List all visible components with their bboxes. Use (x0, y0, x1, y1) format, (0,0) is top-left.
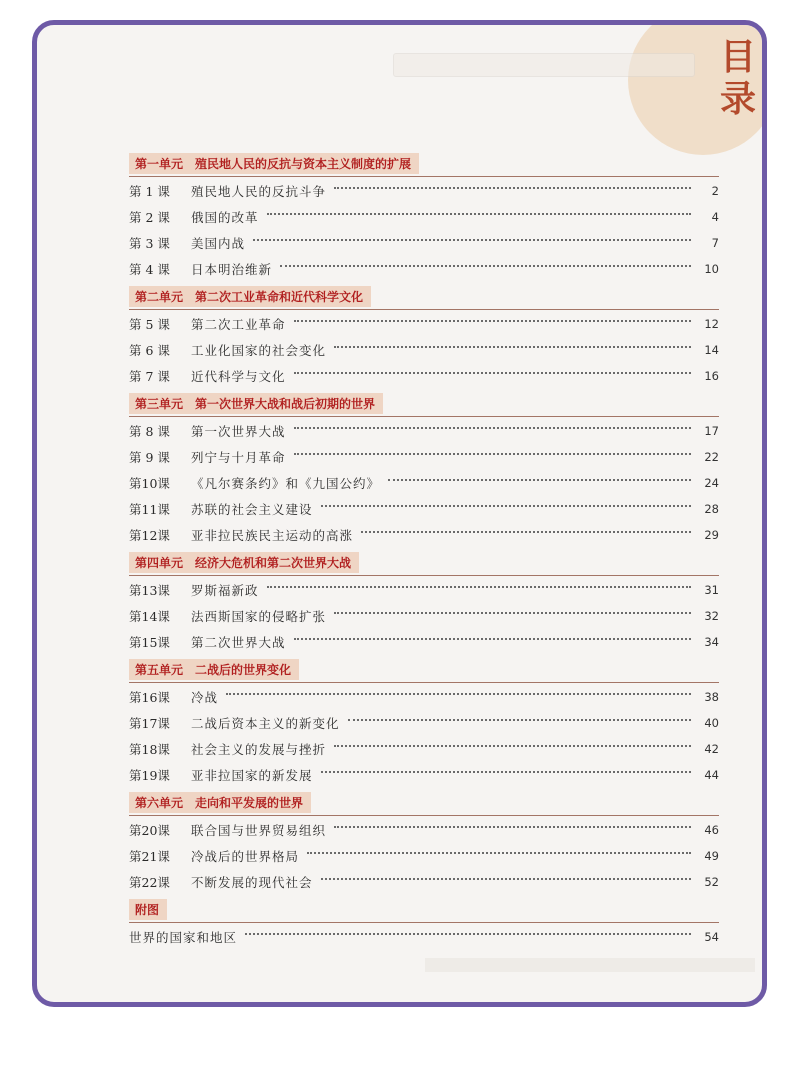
dot-leader (348, 719, 691, 721)
toc-entry[interactable] (129, 204, 719, 230)
toc-entry[interactable] (129, 843, 719, 869)
dot-leader (226, 693, 691, 695)
dot-leader (280, 265, 691, 267)
lesson-title: 冷战后的世界格局 (191, 849, 300, 864)
table-of-contents (129, 149, 719, 950)
lesson-title: 日本明治维新 (191, 262, 273, 277)
page-number: 34 (704, 635, 719, 649)
unit-label: 第六单元 (135, 795, 184, 810)
lesson-title: 工业化国家的社会变化 (191, 343, 327, 358)
lesson-title: 社会主义的发展与挫折 (191, 742, 327, 757)
unit-title: 殖民地人民的反抗与资本主义制度的扩展 (195, 156, 412, 171)
dot-leader (267, 586, 691, 588)
lesson-number: 第19课 (129, 768, 170, 783)
lesson-title: 二战后资本主义的新变化 (191, 716, 340, 731)
lesson-title: 《凡尔赛条约》和《九国公约》 (191, 476, 381, 491)
lesson-number: 第 1 课 (129, 184, 170, 199)
unit-title: 走向和平发展的世界 (195, 795, 304, 810)
appendix-header[interactable] (129, 896, 719, 923)
page-number: 22 (704, 450, 719, 464)
unit-header[interactable] (129, 283, 719, 310)
toc-entry[interactable] (129, 470, 719, 496)
lesson-title: 殖民地人民的反抗斗争 (191, 184, 327, 199)
page-number: 49 (704, 849, 719, 863)
dot-leader (321, 771, 691, 773)
dot-leader (294, 427, 691, 429)
unit-header[interactable] (129, 789, 719, 816)
page-number: 12 (704, 317, 719, 331)
page-number: 16 (704, 369, 719, 383)
lesson-title: 第二次世界大战 (191, 635, 286, 650)
lesson-title: 冷战 (191, 690, 219, 705)
lesson-number: 第21课 (129, 849, 170, 864)
dot-leader (361, 531, 691, 533)
unit-label: 第一单元 (135, 156, 184, 171)
unit-header[interactable] (129, 390, 719, 417)
toc-entry[interactable] (129, 817, 719, 843)
dot-leader (321, 878, 691, 880)
toc-entry[interactable] (129, 629, 719, 655)
page-number: 14 (704, 343, 719, 357)
dot-leader (307, 852, 691, 854)
lesson-title: 世界的国家和地区 (129, 930, 238, 945)
unit-title: 经济大危机和第二次世界大战 (195, 555, 352, 570)
toc-entry[interactable] (129, 924, 719, 950)
page-number: 32 (704, 609, 719, 623)
bleed-through-header (393, 53, 695, 77)
lesson-number: 第18课 (129, 742, 170, 757)
toc-entry[interactable] (129, 684, 719, 710)
unit-header[interactable] (129, 656, 719, 683)
lesson-number: 第16课 (129, 690, 170, 705)
page-number: 31 (704, 583, 719, 597)
lesson-number: 第11课 (129, 502, 170, 517)
lesson-number: 第 5 课 (129, 317, 170, 332)
lesson-number: 第 8 课 (129, 424, 170, 439)
unit-label: 第三单元 (135, 396, 184, 411)
page-number: 52 (704, 875, 719, 889)
lesson-number: 第17课 (129, 716, 170, 731)
page-number: 4 (711, 210, 719, 224)
page-number: 29 (704, 528, 719, 542)
unit-title: 第二次工业革命和近代科学文化 (195, 289, 364, 304)
page-number: 42 (704, 742, 719, 756)
lesson-number: 第 4 课 (129, 262, 170, 277)
unit-label: 第四单元 (135, 555, 184, 570)
lesson-number: 第10课 (129, 476, 170, 491)
page-number: 24 (704, 476, 719, 490)
lesson-title: 苏联的社会主义建设 (191, 502, 313, 517)
toc-entry[interactable] (129, 337, 719, 363)
page-number: 17 (704, 424, 719, 438)
toc-entry[interactable] (129, 311, 719, 337)
unit-title: 第一次世界大战和战后初期的世界 (195, 396, 376, 411)
toc-entry[interactable] (129, 736, 719, 762)
lesson-title: 近代科学与文化 (191, 369, 286, 384)
toc-entry[interactable] (129, 869, 719, 895)
dot-leader (334, 187, 691, 189)
dot-leader (334, 612, 691, 614)
page-number: 40 (704, 716, 719, 730)
lesson-title: 罗斯福新政 (191, 583, 259, 598)
lesson-number: 第14课 (129, 609, 170, 624)
dot-leader (253, 239, 691, 241)
lesson-title: 联合国与世界贸易组织 (191, 823, 327, 838)
toc-entry[interactable] (129, 710, 719, 736)
page-frame (32, 20, 767, 1007)
lesson-number: 第20课 (129, 823, 170, 838)
lesson-number: 第13课 (129, 583, 170, 598)
lesson-title: 俄国的改革 (191, 210, 259, 225)
page-number: 7 (711, 236, 719, 250)
toc-entry[interactable] (129, 178, 719, 204)
dot-leader (294, 372, 691, 374)
dot-leader (294, 638, 691, 640)
page-number: 44 (704, 768, 719, 782)
lesson-title: 亚非拉国家的新发展 (191, 768, 313, 783)
unit-title: 二战后的世界变化 (195, 662, 292, 677)
page-number: 2 (711, 184, 719, 198)
toc-entry[interactable] (129, 603, 719, 629)
unit-header[interactable] (129, 549, 719, 576)
dot-leader (321, 505, 691, 507)
lesson-number: 第12课 (129, 528, 170, 543)
unit-label: 附图 (135, 902, 160, 917)
unit-label: 第二单元 (135, 289, 184, 304)
toc-entry[interactable] (129, 256, 719, 282)
dot-leader (334, 346, 691, 348)
toc-entry[interactable] (129, 230, 719, 256)
lesson-title: 法西斯国家的侵略扩张 (191, 609, 327, 624)
lesson-title: 第一次世界大战 (191, 424, 286, 439)
dot-leader (334, 826, 691, 828)
toc-entry[interactable] (129, 762, 719, 788)
lesson-title: 美国内战 (191, 236, 246, 251)
lesson-number: 第 6 课 (129, 343, 170, 358)
page-title: 目录 (719, 37, 756, 120)
lesson-title: 亚非拉民族民主运动的高涨 (191, 528, 354, 543)
toc-entry[interactable] (129, 522, 719, 548)
lesson-title: 不断发展的现代社会 (191, 875, 313, 890)
dot-leader (294, 453, 691, 455)
dot-leader (245, 933, 691, 935)
unit-label: 第五单元 (135, 662, 184, 677)
toc-entry[interactable] (129, 363, 719, 389)
lesson-number: 第22课 (129, 875, 170, 890)
page-number: 54 (704, 930, 719, 944)
toc-entry[interactable] (129, 418, 719, 444)
lesson-number: 第 7 课 (129, 369, 170, 384)
bleed-through-footer (425, 958, 755, 972)
lesson-number: 第 9 课 (129, 450, 170, 465)
dot-leader (334, 745, 691, 747)
toc-entry[interactable] (129, 496, 719, 522)
page-number: 38 (704, 690, 719, 704)
unit-header[interactable] (129, 150, 719, 177)
toc-entry[interactable] (129, 577, 719, 603)
page-number: 10 (704, 262, 719, 276)
lesson-number: 第 3 课 (129, 236, 170, 251)
dot-leader (388, 479, 691, 481)
page-number: 46 (704, 823, 719, 837)
toc-entry[interactable] (129, 444, 719, 470)
lesson-number: 第 2 课 (129, 210, 170, 225)
lesson-number: 第15课 (129, 635, 170, 650)
dot-leader (294, 320, 691, 322)
lesson-title: 列宁与十月革命 (191, 450, 286, 465)
lesson-title: 第二次工业革命 (191, 317, 286, 332)
page-number: 28 (704, 502, 719, 516)
dot-leader (267, 213, 691, 215)
